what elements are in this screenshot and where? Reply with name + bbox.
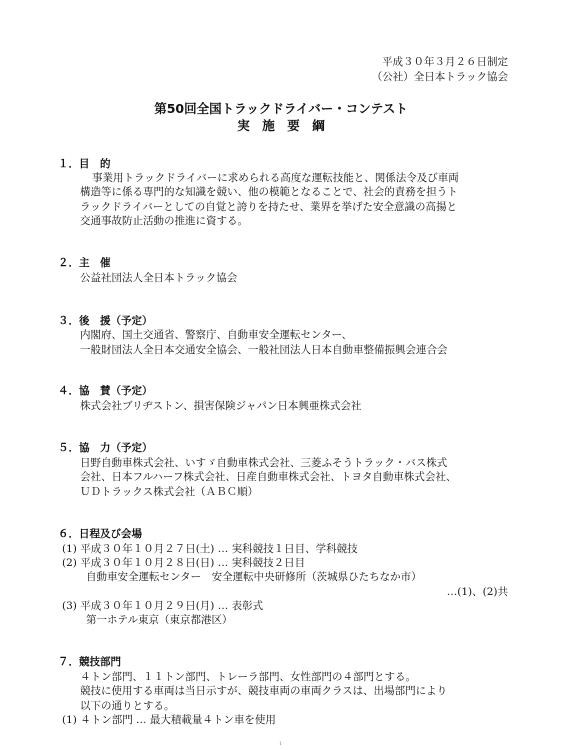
body-line: 日野自動車株式会社、いすゞ自動車株式会社、三菱ふそうトラック・バス株式 [80,457,448,469]
section-heading: ３．後 援（予定） [58,315,153,327]
body-line: 会社、日本フルハーフ株式会社、日産自動車株式会社、トヨタ自動車株式会社、 [80,471,457,483]
body-line: 構造等に係る専門的な知識を競い、他の模範となることで、社会的責務を担うト [80,186,458,198]
document-title: 第50回全国トラックドライバー・コンテスト [154,101,408,116]
body-line: 以下の通りとする。 [80,700,175,712]
enactment-date: 平成３０年３月２６日制定 [382,56,508,68]
document-subtitle: 実 施 要 綱 [237,118,325,133]
section-heading: ７．競技部門 [58,656,121,668]
body-line: 一般財団法人全日本交通安全協会、一般社団法人日本自動車整備振興会連合会 [80,344,448,356]
venue-line: 自動車安全運転センター 安全運転中央研修所（茨城県ひたちなか市） [86,571,422,583]
body-line: 株式会社ブリヂストン、損害保険ジャパン日本興亜株式会社 [80,400,362,412]
body-line: ４トン部門、１１トン部門、トレーラ部門、女性部門の４部門とする。 [80,671,416,683]
section-heading: ２．主 催 [58,257,111,269]
body-line: 内閣府、国土交通省、警察庁、自動車安全運転センター、 [80,329,353,341]
schedule-line: (3) 平成３０年１０月２９日(月) … 表彰式 [62,600,264,612]
section-heading: ４．協 賛（予定） [58,385,153,397]
body-line: (1) ４トン部門 … 最大積載量４トン車を使用 [62,714,276,726]
venue-line: 第一ホテル東京（東京都港区） [86,614,233,626]
body-line: 交通事故防止活動の推進に資する。 [80,215,248,227]
section-heading: ６．日程及び会場 [58,528,142,540]
venue-note: …(1)、(2)共 [446,586,508,598]
schedule-line: (1) 平成３０年１０月２７日(土) … 実科競技１日目、学科競技 [62,543,358,555]
body-line: ラックドライバーとしての自覚と誇りを持たせ、業界を挙げた安全意識の高揚と [80,201,457,213]
body-line: ＵＤトラックス株式会社（ＡＢＣ順） [80,486,259,498]
issuing-organization: （公社）全日本トラック協会 [371,71,508,83]
section-heading: １．目 的 [58,158,111,170]
schedule-line: (2) 平成３０年１０月２８日(日) … 実科競技２日目 [62,557,306,569]
section-heading: ５．協 力（予定） [58,442,153,454]
body-line: 公益社団法人全日本トラック協会 [80,272,238,284]
body-line: 事業用トラックドライバーに求められる高度な運転技能と、関係法令及び車両 [92,172,459,184]
page-number: 1 [279,741,283,747]
body-line: 競技に使用する車両は当日示すが、競技車両の車両クラスは、出場部門により [80,685,448,697]
